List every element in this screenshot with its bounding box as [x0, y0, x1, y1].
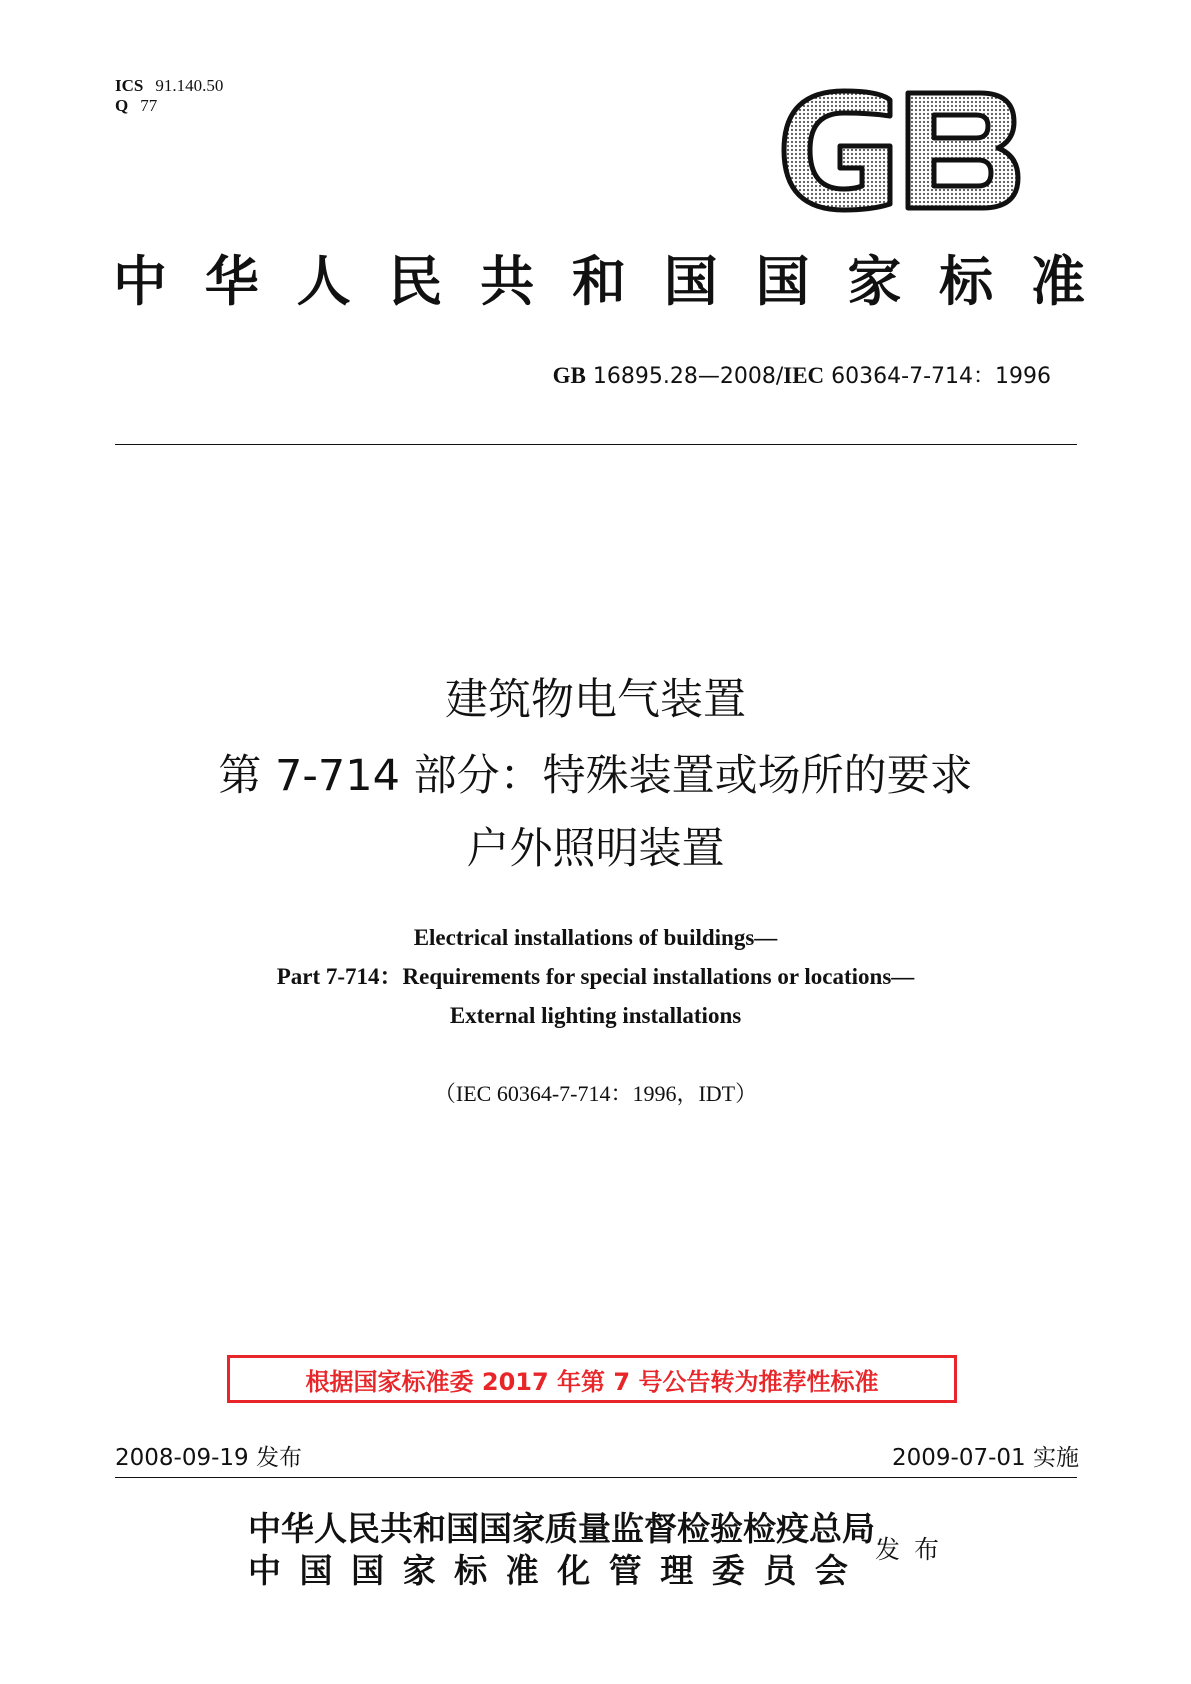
- ics-label: ICS: [115, 76, 144, 95]
- std-iec: IEC: [783, 363, 825, 388]
- issuer-sac-char: 化: [557, 1551, 591, 1590]
- national-title-char: 共: [480, 250, 535, 313]
- logo-text: GB: [778, 88, 780, 89]
- top-divider: [115, 444, 1077, 445]
- cn-title-line2: 第 7-714 部分：特殊装置或场所的要求: [218, 751, 973, 801]
- national-title-char: 和: [571, 250, 626, 313]
- issue-date: 2008-09-19 发布: [115, 1445, 302, 1471]
- std-gb: GB: [552, 363, 586, 388]
- issuer-sac-char: 准: [505, 1551, 539, 1590]
- issuer-sac-char: 国: [351, 1551, 385, 1590]
- national-title-char: 人: [296, 250, 351, 313]
- issuer-sac-char: 员: [763, 1551, 797, 1590]
- std-iec-number: 60364-7-714：1996: [831, 364, 1051, 389]
- q-code: [115, 96, 223, 116]
- en-title-line2: Part 7-714：Requirements for special installations or locations—: [276, 964, 915, 989]
- national-title-char: 华: [204, 250, 259, 313]
- national-standard-title: [113, 250, 1085, 314]
- national-title-char: 民: [388, 250, 443, 313]
- issuer-sac-char: 委: [711, 1551, 745, 1590]
- issuer-aqsiq: 中华人民共和国国家质量监督检验检疫总局: [248, 1509, 875, 1548]
- issuer-sac-char: 管: [608, 1551, 642, 1590]
- en-title-line3: External lighting installations: [449, 1003, 742, 1028]
- issuer-sac-char: 理: [660, 1551, 694, 1590]
- issuer-sac-char: 标: [454, 1551, 488, 1590]
- issuer-sac-char: 国: [299, 1551, 333, 1590]
- national-title-char: 准: [1030, 250, 1085, 313]
- national-title-char: 国: [755, 250, 810, 313]
- standard-number: [553, 362, 1051, 391]
- national-title-char: 家: [847, 250, 902, 313]
- publish-label: 发布: [875, 1535, 954, 1564]
- bottom-divider: [115, 1477, 1077, 1478]
- classification-codes: [115, 76, 223, 116]
- national-title-char: 国: [663, 250, 718, 313]
- issuer-sac-char: 家: [402, 1551, 436, 1590]
- national-title-char: 中: [113, 250, 167, 313]
- issuer-sac-char: 中: [248, 1551, 281, 1590]
- identity-note: （IEC 60364-7-714：1996，IDT）: [433, 1081, 758, 1106]
- q-value: 77: [140, 96, 158, 115]
- recommended-standard-notice: 根据国家标准委 2017 年第 7 号公告转为推荐性标准: [227, 1355, 957, 1403]
- std-number-value: 16895.28—2008/: [592, 364, 784, 389]
- cn-title-line3: 户外照明装置: [466, 824, 725, 874]
- national-title-char: 标: [939, 250, 994, 313]
- ics-code: [115, 76, 223, 96]
- gb-logo: [778, 88, 1023, 213]
- issuer-sac: [248, 1551, 848, 1591]
- cn-title-line1: 建筑物电气装置: [445, 675, 746, 725]
- en-title-line1: Electrical installations of buildings—: [413, 925, 778, 950]
- issuer-sac-char: 会: [814, 1551, 848, 1590]
- ics-value: 91.140.50: [155, 76, 224, 95]
- q-label: Q: [115, 96, 129, 115]
- implementation-date: 2009-07-01 实施: [892, 1445, 1079, 1471]
